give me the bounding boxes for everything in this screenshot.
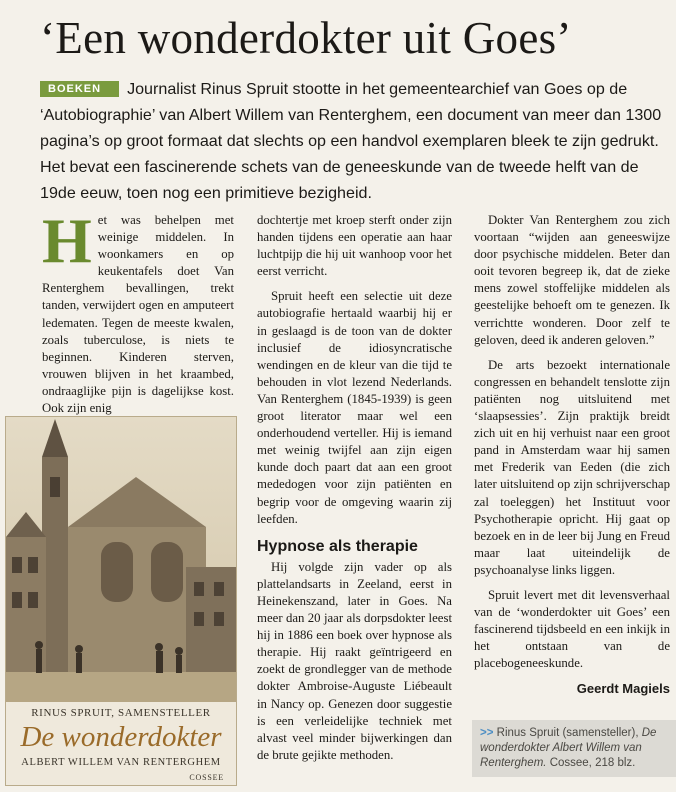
cover-publisher: COSSEE	[189, 773, 224, 782]
paragraph: Dokter Van Renterghem zou zich voortaan “wijden aan geneeswijze door psychische middelen. Beter dan ooit tevoren begreep ik, dat de zieke mens zowel stoffelijke middelen als geestelijke behoeft om te genezen. Ik verrichtte wonderen. Door zelf te geloven, deed ik anderen geloven.”	[474, 213, 670, 347]
article-title: ‘Een wonderdokter uit Goes’	[40, 13, 572, 63]
paragraph: Spruit heeft een selectie uit deze autobiografie hertaald waarbij hij er in geslaagd is de toon van de dokter inclusief de idiosyncratische wendingen en de kleur van die tijd te behouden in vlot lezend Nederlands. Van Renterghem (1845-1939) is geen groot literator maar wel een onderhoudend verteller. Hij is iemand met weinig twijfel aan zijn eigen kunde doch paart dat aan een groot mededogen voor zijn patiënten en begrip voor de omgeving waarin zij leefden.	[257, 289, 452, 526]
column-3	[474, 212, 670, 698]
author-signature: Geerdt Magiels	[576, 681, 670, 697]
book-info-caption	[472, 720, 676, 777]
paragraph: Hij volgde zijn vader op als plattelandsarts in Zeeland, eerst in Heinekenszand, later in Goes. Na meer dan 20 jaar als dorpsdokter leest hij in 1886 een boek over hypnose als therapie. Hij raakt geïntrigeerd en zoekt de grondlegger van de methode dokter Ambroise-Auguste Liébeault in Nancy op. Genezen door suggestie is een verleidelijke techniek met alvast veel minder bijwerkingen dan de brute gejikte methoden.	[257, 559, 452, 762]
lead-text: Journalist Rinus Spruit stootte in het gemeentearchief van Goes op de ‘Autobiographie’ van Albert Willem van Renterghem, een document van meer dan 1300 pagina’s op groot formaat dat slechts op een handvol exemplaren bleek te zijn gedrukt. Het bevat een fascinerende schets van de geneeskunde van de tweede helft van de 19de eeuw, toen nog een primitieve bezigheid.	[40, 80, 662, 202]
subheading: Hypnose als therapie	[257, 537, 418, 555]
paragraph: et was behelpen met weinige middelen. In woonkamers en op keukentafels doet Van Renterghem bevallingen, trekt tanden, verwijdert ogen en amputeert ledematen. Tegen de meeste kwalen, zoals tuberculose, is niets te beginnen. Kinderen sterven, vrouwen blijven in het kraambed, ondraaglijke pijn is dagelijkse kost. Ook zijn enig	[42, 213, 234, 416]
cover-title: De wonderdokter	[20, 721, 222, 753]
column-1	[42, 205, 234, 425]
caption-publisher: Cossee, 218 blz.	[549, 757, 636, 769]
article-lead	[40, 76, 668, 206]
caption-author: Rinus Spruit (samensteller),	[496, 727, 639, 739]
cover-subtitle: ALBERT WILLEM VAN RENTERGHEM	[21, 757, 221, 768]
paragraph: dochtertje met kroep sterft onder zijn handen tijdens een operatie aan haar luchtpijp die hij uit wanhoop voor het eerst verricht.	[257, 213, 452, 279]
column-2	[257, 212, 452, 772]
arrow-icon: >>	[480, 727, 494, 739]
section-tag: BOEKEN	[40, 81, 119, 97]
paragraph: De arts bezoekt internationale congressen en behandelt tenslotte zijn patiënten nog uitsluitend met ‘slaapsessies’. Zijn praktijk breidt zich uit en hij verhuist naar een groot pand in Amsterdam waar hij samen met Frederik van Eeden (die zich later uitsluitend op zijn schrijverschap zal toeleggen) het Instituut voor Psychotherapie opricht. Hij gaat op bezoek en in de leer bij Jung en Freud maar laat uiteindelijk de psychoanalyse links liggen.	[474, 357, 670, 577]
paragraph: Spruit levert met dit levensverhaal van de ‘wonderdokter uit Goes’ een fascinerend tijdsbeeld en een inkijk in het ontstaan van de placebogeneeskunde.	[474, 587, 670, 671]
book-cover-image	[5, 416, 237, 786]
cover-author: RINUS SPRUIT, SAMENSTELLER	[31, 707, 211, 719]
drop-cap: H	[42, 205, 92, 276]
caption-title: De wonderdokter Albert Willem van Renterghem.	[480, 727, 657, 769]
